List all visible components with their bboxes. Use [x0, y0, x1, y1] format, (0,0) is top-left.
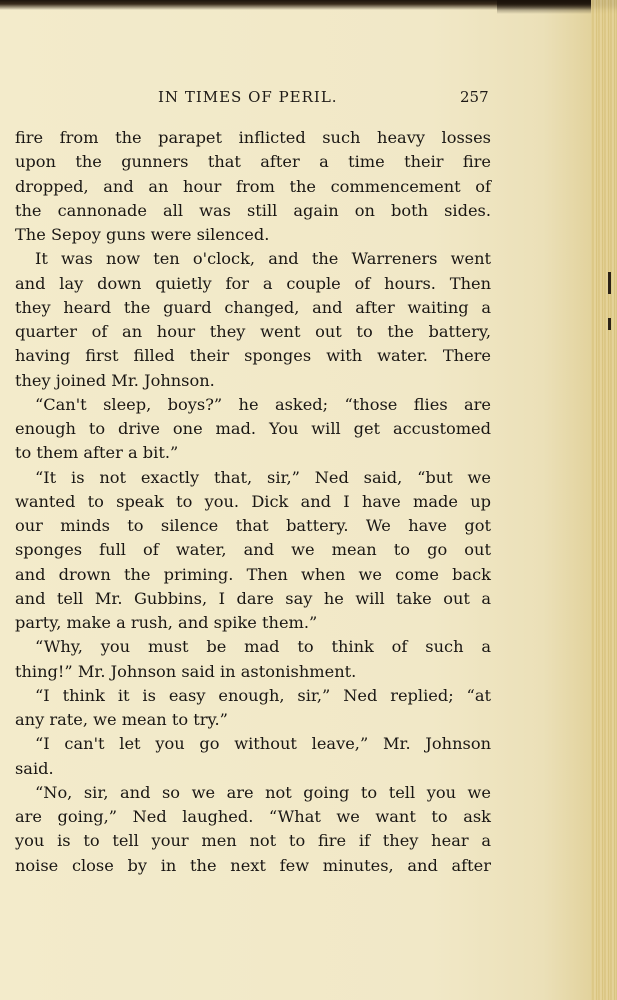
text-line: upon the gunners that after a time their fire	[15, 152, 491, 172]
text-line: party, make a rush, and spike them.”	[15, 613, 318, 632]
text-line: and tell Mr. Gubbins, I dare say he will take out a	[15, 588, 491, 608]
running-title: IN TIMES OF PERIL.	[158, 88, 338, 106]
text-line: “It is not exactly that, sir,” Ned said, “but we	[35, 467, 491, 487]
text-line: dropped, and an hour from the commencement of	[15, 176, 491, 196]
text-line: thing!” Mr. Johnson said in astonishment.	[15, 661, 357, 681]
text-line: they heard the guard changed, and after waiting a	[15, 297, 491, 317]
text-line: having first filled their sponges with water. There	[15, 346, 491, 366]
page-top-shadow	[0, 0, 617, 10]
text-line: they joined Mr. Johnson.	[15, 370, 215, 390]
edge-mark	[608, 272, 611, 294]
text-line: the cannonade all was still again on both sides.	[15, 200, 491, 220]
text-line: The Sepoy guns were silenced.	[15, 225, 270, 244]
text-line: “I think it is easy enough, sir,” Ned replied; “at	[35, 685, 491, 705]
text-line: to them after a bit.”	[15, 443, 179, 463]
body-text	[15, 126, 491, 878]
text-line: enough to drive one mad. You will get accustomed	[15, 419, 491, 438]
text-line: “No, sir, and so we are not going to tell you we	[35, 782, 491, 802]
text-line: noise close by in the next few minutes, and after	[15, 855, 491, 875]
edge-mark	[608, 318, 611, 330]
text-line: are going,” Ned laughed. “What we want to ask	[15, 807, 491, 826]
text-line: “Why, you must be mad to think of such a	[35, 637, 491, 657]
text-line: said.	[15, 758, 54, 778]
running-header	[0, 88, 617, 110]
text-line: fire from the parapet inflicted such heavy losses	[15, 128, 491, 147]
text-line: quarter of an hour they went out to the battery,	[15, 322, 491, 341]
text-line: our minds to silence that battery. We have got	[15, 516, 491, 535]
text-line: sponges full of water, and we mean to go out	[15, 540, 491, 560]
text-line: wanted to speak to you. Dick and I have made up	[15, 491, 491, 511]
text-line: and lay down quietly for a couple of hours. Then	[15, 273, 491, 293]
page-number: 257	[460, 88, 489, 106]
text-line: “I can't let you go without leave,” Mr. Johnson	[35, 734, 491, 754]
text-line: It was now ten o'clock, and the Warreners went	[35, 249, 491, 269]
text-line: “Can't sleep, boys?” he asked; “those flies are	[35, 394, 491, 414]
page-edge	[591, 0, 617, 1000]
text-line: you is to tell your men not to fire if they hear a	[15, 831, 491, 851]
text-line: and drown the priming. Then when we come back	[15, 564, 491, 584]
text-line: any rate, we mean to try.”	[15, 710, 228, 729]
